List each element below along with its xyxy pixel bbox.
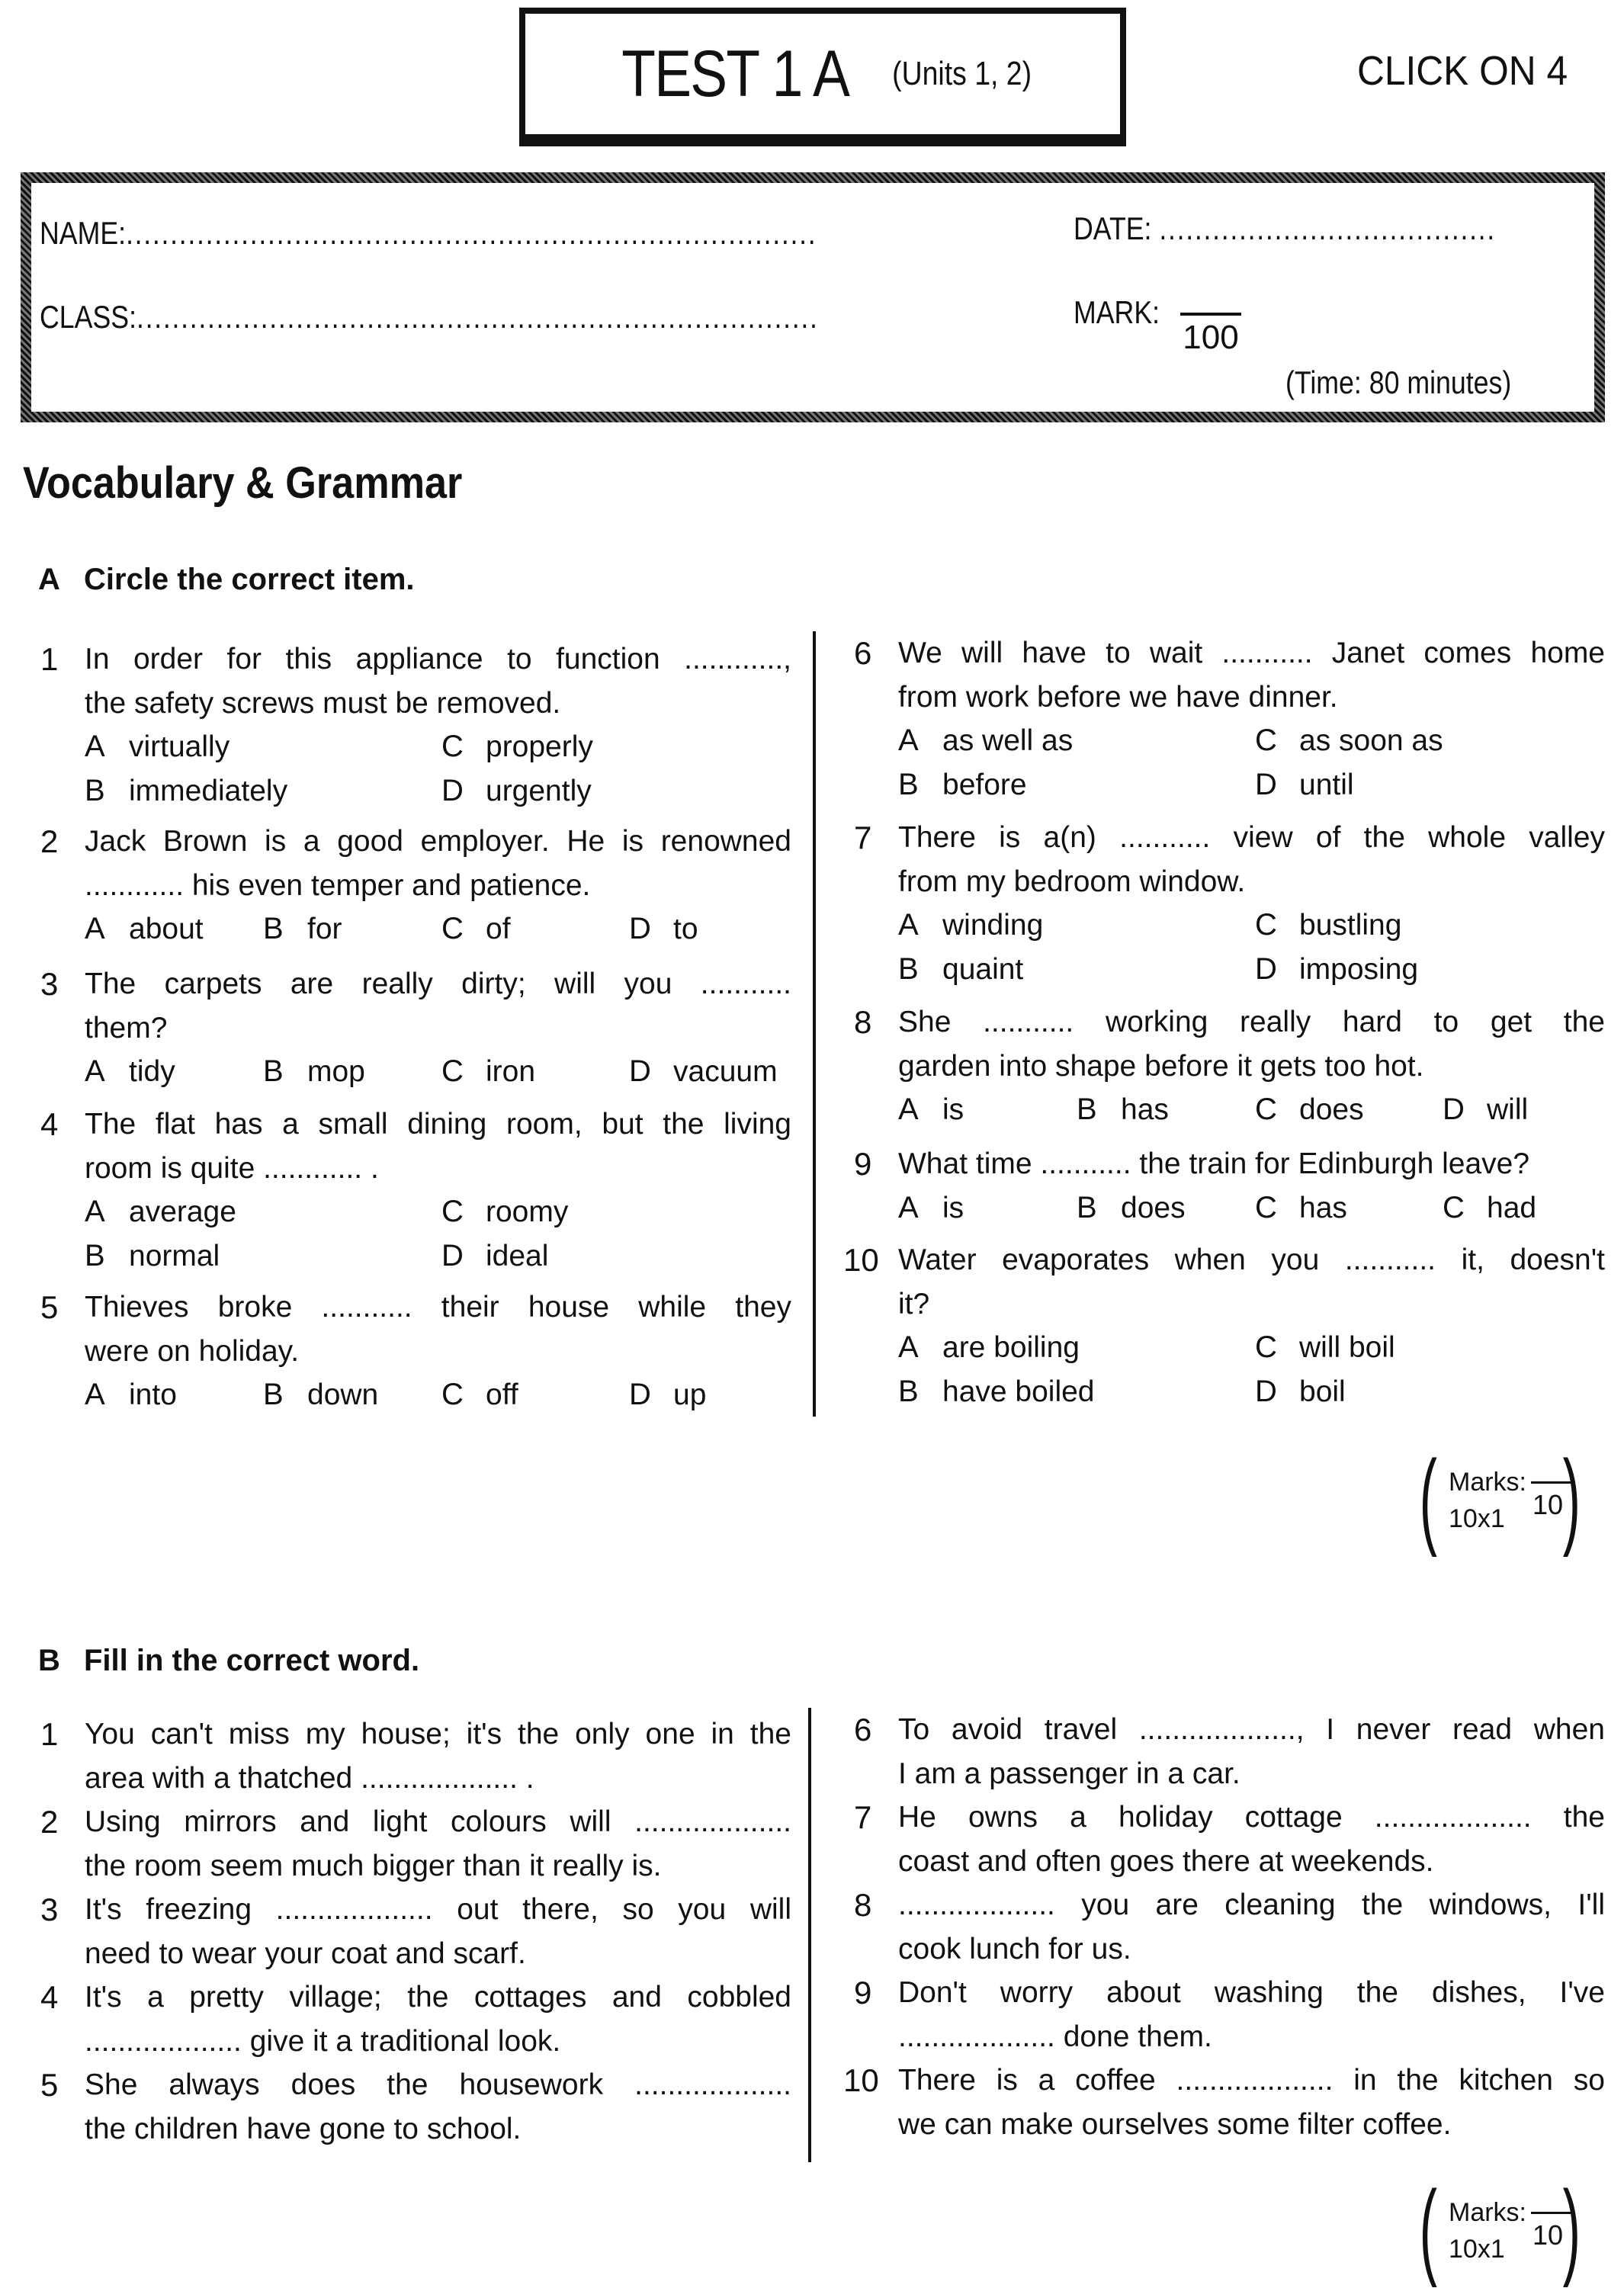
option-letter: A [898,1093,919,1127]
question-number: 10 [843,2062,879,2098]
question-text-line: You can't miss my house; it's the only one in the [85,1718,791,1750]
option-b[interactable] [85,769,287,813]
option-text: tidy [129,1055,175,1089]
question-text-line: There is a coffee ................... in the kitchen so [898,2064,1605,2097]
option-text: into [129,1378,177,1412]
option-letter: C [1255,1093,1277,1127]
option-text: will [1487,1093,1529,1127]
option-text: about [129,913,204,946]
question-text-line: ................... you are cleaning the windows, I'll [898,1888,1605,1921]
option-text: boil [1299,1375,1346,1408]
left-paren: ( [1419,1438,1437,1558]
option-c[interactable] [441,725,593,769]
option-text: before [942,768,1027,801]
name-field[interactable] [40,215,817,252]
question-text-line: area with a thatched ................... . [85,1761,534,1795]
marks-total: 10 [1533,1489,1564,1520]
option-c[interactable] [1255,903,1401,948]
option-letter: B [898,1374,919,1408]
question-text-line: coast and often goes there at weekends. [898,1844,1434,1878]
question-text-line: It's a pretty village; the cottages and cobbled [85,1981,791,2014]
option-text: of [486,913,511,946]
option-c[interactable] [441,1190,568,1234]
column-divider [813,631,816,1417]
question-text-line: it? [898,1287,930,1320]
options-row [85,769,791,813]
option-c[interactable] [1255,1088,1364,1132]
marks-rule: 10x1 [1449,2235,1505,2264]
option-letter: A [85,1195,105,1229]
option-letter: A [85,730,105,764]
question-text-line: Don't worry about washing the dishes, I've [898,1976,1605,2009]
option-letter: A [898,724,919,758]
option-c[interactable] [1255,719,1443,763]
question-10 [843,1238,1605,1414]
right-paren: ) [1562,1438,1581,1558]
question-number: 5 [40,2067,59,2103]
options-row [898,763,1605,807]
question-8 [854,1883,1605,1971]
name-dots: .............................................................................. [126,215,817,251]
question-text-line: ................... give it a traditional look. [85,2024,561,2058]
class-field[interactable] [40,299,819,335]
option-letter: D [1255,1374,1277,1408]
question-text-line: the safety screws must be removed. [85,686,561,720]
section-title: Vocabulary & Grammar [23,458,463,508]
option-b[interactable] [898,1370,1095,1414]
question-text-line: were on holiday. [85,1334,300,1368]
option-text: until [1299,768,1354,801]
options-row [85,1050,791,1094]
options-row [898,948,1605,992]
option-d[interactable] [1255,763,1354,807]
option-d[interactable] [629,907,698,951]
option-text: for [307,913,342,946]
question-text-line: room is quite ............ . [85,1151,379,1185]
option-b[interactable] [898,763,1027,807]
question-number: 1 [40,1716,59,1752]
question-number: 3 [40,1892,59,1927]
options-row [898,1088,1605,1132]
question-number: 2 [40,823,59,859]
option-a[interactable] [898,903,1043,948]
option-d[interactable] [441,769,592,813]
option-text: has [1299,1191,1347,1224]
question-number: 7 [854,1799,872,1835]
options-row [85,725,791,769]
option-text: roomy [486,1195,569,1229]
option-b[interactable] [1077,1088,1169,1132]
part-a-instruction: Circle the correct item. [84,563,415,596]
question-number: 1 [40,641,59,677]
option-letter: D [1443,1093,1465,1127]
option-letter: D [1255,767,1277,801]
option-letter: A [85,1378,105,1412]
options-row [898,1370,1605,1414]
option-d[interactable] [629,1373,706,1417]
question-number: 7 [854,820,872,855]
option-text: up [673,1378,707,1412]
option-text: urgently [486,774,592,807]
option-letter: B [1077,1190,1097,1224]
option-text: has [1121,1093,1169,1127]
option-letter: A [85,1054,105,1089]
option-c[interactable] [441,1373,518,1417]
question-3 [40,962,791,1094]
question-6 [854,1708,1605,1795]
part-a-heading [38,563,415,597]
question-5 [40,2063,791,2151]
question-text-line: the room seem much bigger than it really is. [85,1849,662,1882]
option-d[interactable] [1255,1370,1346,1414]
question-number: 3 [40,966,59,1002]
question-9 [854,1142,1605,1230]
option-letter: C [441,730,464,764]
option-letter: C [441,912,464,946]
question-number: 9 [854,1975,872,2010]
mark-fraction [1180,290,1241,357]
option-letter: D [629,1378,651,1412]
option-letter: B [898,767,919,801]
date-field[interactable] [1074,210,1496,247]
question-text-line: cook lunch for us. [898,1932,1131,1965]
options-row [85,1373,791,1417]
question-2 [40,820,791,951]
option-text: iron [486,1055,536,1089]
option-a[interactable] [85,1190,236,1234]
question-text-line: There is a(n) ........... view of the whole valley [898,821,1605,854]
option-letter: B [263,912,284,946]
option-letter: D [441,773,464,807]
option-d[interactable] [441,1234,548,1279]
options-row [85,1234,791,1279]
option-text: have boiled [942,1375,1095,1408]
option-letter: A [85,912,105,946]
question-text-line: ................... done them. [898,2020,1212,2053]
option-text: will boil [1299,1331,1395,1365]
mark-total: 100 [1183,319,1239,356]
question-number: 4 [40,1979,59,2015]
option-a[interactable] [898,1326,1080,1370]
class-dots: ............................................................................. [136,299,819,335]
column-divider-b [808,1708,811,2162]
option-text: is [942,1093,964,1127]
name-label: NAME: [40,215,127,251]
question-10 [843,2059,1605,2146]
mark-field [1074,294,1160,331]
option-text: normal [129,1239,220,1272]
question-number: 2 [40,1804,59,1840]
question-text-line: I am a passenger in a car. [898,1757,1240,1790]
option-b[interactable] [263,1050,365,1094]
options-row [898,1186,1605,1231]
date-label: DATE: [1074,210,1152,246]
option-text: to [673,913,698,946]
option-letter: C [441,1054,464,1089]
question-number: 8 [854,1887,872,1923]
question-text-line: the children have gone to school. [85,2112,522,2145]
option-c[interactable] [1255,1326,1395,1370]
question-9 [854,1971,1605,2059]
question-text-line: Water evaporates when you ........... it, doesn't [898,1243,1605,1276]
option-text: vacuum [673,1055,778,1089]
question-text-line: We will have to wait ........... Janet comes home [898,637,1605,669]
question-6 [854,631,1605,807]
option-text: are boiling [942,1331,1080,1365]
option-b[interactable] [263,907,342,951]
option-letter: B [263,1378,284,1412]
option-text: down [307,1378,379,1412]
question-text-line: need to wear your coat and scarf. [85,1937,526,1970]
option-letter: C [1255,724,1277,758]
option-letter: A [898,1330,919,1365]
question-text-line: He owns a holiday cottage ................... the [898,1801,1605,1834]
mark-label: MARK: [1074,294,1160,330]
right-paren: ) [1562,2168,1581,2288]
title-box [519,8,1126,146]
question-text-line: The flat has a small dining room, but the living [85,1108,791,1141]
option-text: quaint [942,952,1024,986]
question-text-line: Using mirrors and light colours will ................... [85,1805,791,1838]
option-letter: C [1255,908,1277,942]
option-letter: B [1077,1093,1097,1127]
question-text-line: Thieves broke ........... their house while they [85,1291,791,1324]
question-text-line: garden into shape before it gets too hot. [898,1049,1424,1083]
question-4 [40,1975,791,2063]
part-a-letter: A [38,563,60,596]
marks-rule: 10x1 [1449,1504,1505,1533]
option-a[interactable] [85,725,229,769]
option-d[interactable] [1443,1088,1528,1132]
class-label: CLASS: [40,299,136,335]
option-text: does [1299,1093,1364,1127]
option-text: does [1121,1191,1186,1224]
option-b[interactable] [85,1234,220,1279]
question-text-line: from work before we have dinner. [898,680,1338,714]
question-text-line: ............ his even temper and patience. [85,868,591,902]
option-letter: D [441,1238,464,1272]
option-a[interactable] [85,1373,177,1417]
question-number: 9 [854,1146,872,1182]
option-b[interactable] [1077,1186,1186,1231]
option-text: had [1487,1191,1537,1224]
option-d[interactable] [629,1050,778,1094]
option-text: off [486,1378,518,1412]
option-letter: C [1255,1330,1277,1365]
test-title: TEST 1 A [621,37,849,111]
question-5 [40,1285,791,1417]
part-a-marks [1418,1438,1601,1558]
question-number: 8 [854,1004,872,1040]
option-letter: D [629,1054,651,1089]
question-text-line: Jack Brown is a good employer. He is renowned [85,825,791,858]
question-7 [854,816,1605,991]
part-b-heading [38,1644,419,1678]
question-text-line: from my bedroom window. [898,865,1246,898]
question-text-line: She always does the housework ................... [85,2068,791,2101]
option-letter: B [85,773,105,807]
option-letter: C [1255,1190,1277,1224]
question-text-line: She ........... working really hard to get the [898,1006,1605,1038]
option-letter: B [85,1238,105,1272]
time-limit: (Time: 80 minutes) [1285,364,1512,400]
option-letter: A [898,908,919,942]
option-text: winding [942,909,1044,942]
question-2 [40,1800,791,1888]
options-row [85,1190,791,1234]
option-a[interactable] [85,1050,175,1094]
question-text-line: In order for this appliance to function ............, [85,643,791,675]
question-1 [40,637,791,813]
date-dots: ...................................... [1159,210,1496,246]
part-b-instruction: Fill in the correct word. [84,1644,420,1677]
options-row [898,903,1605,948]
part-b-letter: B [38,1644,60,1677]
option-text: virtually [129,730,230,764]
options-row [898,719,1605,763]
option-a[interactable] [85,907,204,951]
series-name: CLICK ON 4 [1357,48,1568,94]
part-b-marks [1418,2168,1601,2288]
option-letter: B [898,951,919,986]
question-text-line: The carpets are really dirty; will you ........... [85,968,791,1000]
options-row [898,1326,1605,1370]
option-text: average [129,1195,236,1229]
option-letter: C [1443,1190,1465,1224]
question-number: 5 [40,1289,59,1325]
option-b[interactable] [263,1373,378,1417]
option-letter: C [441,1195,464,1229]
question-text-line: It's freezing ................... out there, so you will [85,1893,791,1926]
option-text: is [942,1191,964,1224]
marks-label: Marks: [1449,1468,1526,1497]
option-d[interactable] [1255,948,1418,992]
option-letter: D [629,912,651,946]
option-c[interactable] [441,907,511,951]
question-text-line: them? [85,1011,168,1045]
option-letter: D [1255,951,1277,986]
question-text-line: To avoid travel ..................., I never read when [898,1713,1605,1746]
left-paren: ( [1419,2168,1437,2288]
question-4 [40,1102,791,1278]
question-text-line: we can make ourselves some filter coffee. [898,2107,1452,2141]
option-letter: B [263,1054,284,1089]
question-number: 10 [843,1242,879,1278]
question-1 [40,1712,791,1800]
option-a[interactable] [898,1088,964,1132]
option-c[interactable] [1255,1186,1347,1231]
option-c[interactable] [441,1050,535,1094]
test-units: (Units 1, 2) [891,55,1032,92]
option-text: as soon as [1299,724,1443,758]
option-b[interactable] [898,948,1023,992]
option-text: mop [307,1055,365,1089]
question-number: 6 [854,635,872,671]
option-a[interactable] [898,1186,964,1231]
option-text: as well as [942,724,1074,758]
options-row [85,907,791,951]
marks-label: Marks: [1449,2198,1526,2227]
marks-total: 10 [1533,2219,1564,2251]
question-3 [40,1888,791,1975]
option-text: ideal [486,1239,549,1272]
question-text-line: What time ........... the train for Edinburgh leave? [898,1147,1530,1180]
option-c[interactable] [1443,1186,1536,1231]
question-8 [854,1000,1605,1132]
option-text: properly [486,730,593,764]
option-letter: A [898,1190,919,1224]
option-text: bustling [1299,909,1402,942]
option-text: immediately [129,774,288,807]
question-number: 6 [854,1712,872,1747]
option-text: imposing [1299,952,1419,986]
option-a[interactable] [898,719,1073,763]
question-number: 4 [40,1106,59,1142]
option-letter: C [441,1378,464,1412]
question-7 [854,1795,1605,1883]
